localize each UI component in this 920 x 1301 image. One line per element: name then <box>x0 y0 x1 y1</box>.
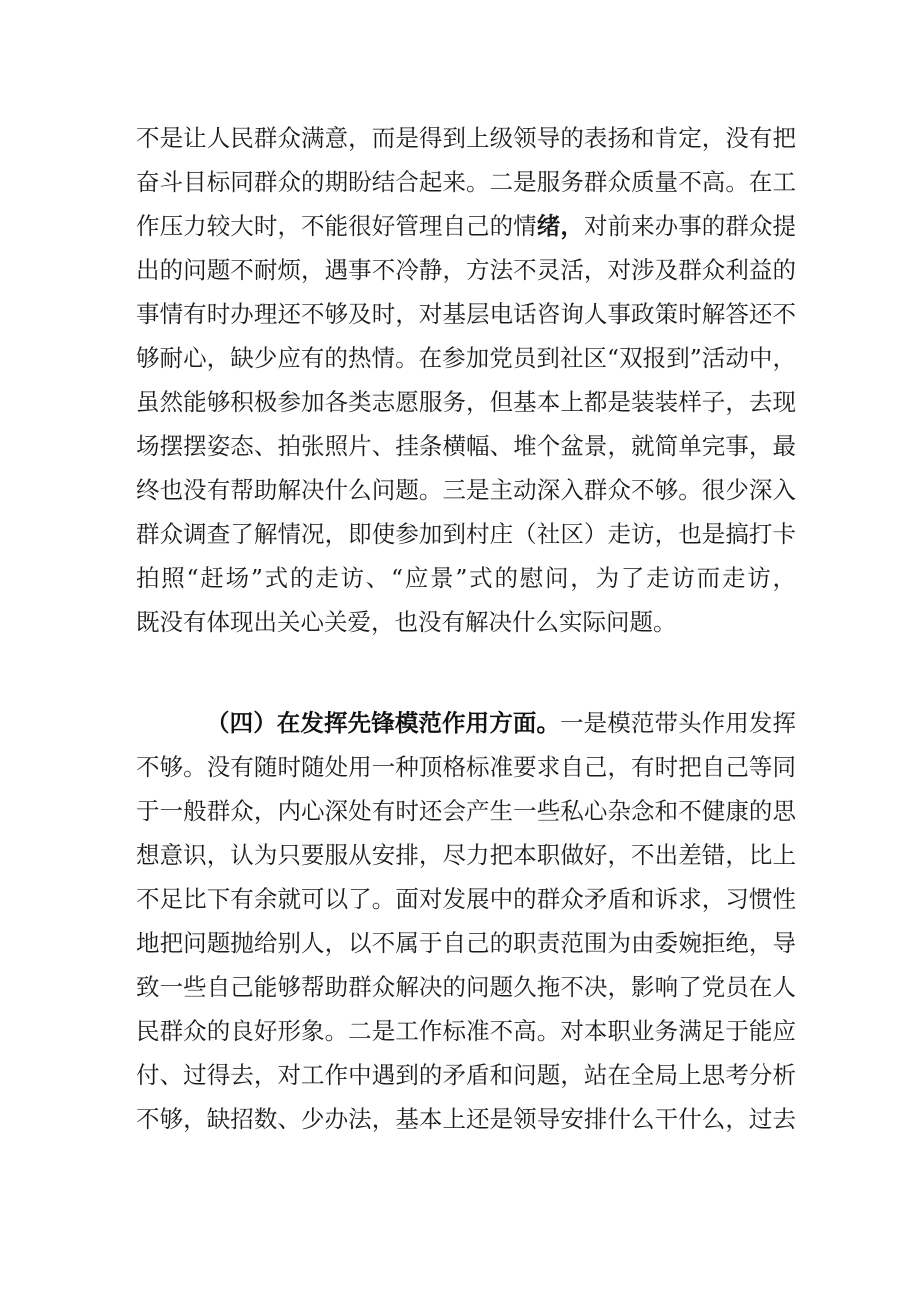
text-line: 民群众的良好形象。二是工作标准不高。对本职业务满足于能应 <box>136 1017 796 1045</box>
text-segment: 一是模范带头作用发挥 <box>560 709 796 737</box>
text-line: 不是让人民群众满意，而是得到上级领导的表扬和肯定，没有把 <box>136 124 796 152</box>
text-line: 想意识，认为只要服从安排，尽力把本职做好，不出差错，比上 <box>136 841 796 869</box>
text-line: 拍照“赶场”式的走访、“应景”式的慰问，为了走访而走访， <box>136 564 796 592</box>
text-segment: 对前来办事的群众提 <box>583 212 797 240</box>
text-line: 群众调查了解情况，即使参加到村庄（社区）走访，也是搞打卡 <box>136 520 796 548</box>
paragraph-service-quality <box>136 116 796 644</box>
text-line: 地把问题抛给别人，以不属于自己的职责范围为由委婉拒绝，导 <box>136 929 796 957</box>
text-line: 不够，缺招数、少办法，基本上还是领导安排什么干什么，过去 <box>136 1105 796 1133</box>
text-line: 终也没有帮助解决什么问题。三是主动深入群众不够。很少深入 <box>136 476 796 504</box>
text-segment: 作压力较大时，不能很好管理自己的情 <box>136 212 537 240</box>
text-line <box>136 701 796 745</box>
text-line: 致一些自己能够帮助群众解决的问题久拖不决，影响了党员在人 <box>136 973 796 1001</box>
text-line: 付、过得去，对工作中遇到的矛盾和问题，站在全局上思考分析 <box>136 1061 796 1089</box>
text-line: 场摆摆姿态、拍张照片、挂条横幅、堆个盆景，就简单完事，最 <box>136 432 796 460</box>
section-heading: （四）在发挥先锋模范作用方面。 <box>206 709 561 737</box>
text-line: 事情有时办理还不够及时，对基层电话咨询人事政策时解答还不 <box>136 300 796 328</box>
text-line: 虽然能够积极参加各类志愿服务，但基本上都是装装样子，去现 <box>136 388 796 416</box>
paragraph-vanguard-role <box>136 701 796 1141</box>
text-line <box>136 204 796 248</box>
text-line: 够耐心，缺少应有的热情。在参加党员到社区“双报到”活动中， <box>136 344 796 372</box>
emphasized-text: 绪， <box>536 212 584 240</box>
text-line: 出的问题不耐烦，遇事不冷静，方法不灵活，对涉及群众利益的 <box>136 256 796 284</box>
text-line: 于一般群众，内心深处有时还会产生一些私心杂念和不健康的思 <box>136 797 796 825</box>
text-line: 不足比下有余就可以了。面对发展中的群众矛盾和诉求，习惯性 <box>136 885 796 913</box>
text-line: 奋斗目标同群众的期盼结合起来。二是服务群众质量不高。在工 <box>136 168 796 196</box>
text-line: 既没有体现出关心关爱，也没有解决什么实际问题。 <box>136 608 677 636</box>
text-line: 不够。没有随时随处用一种顶格标准要求自己，有时把自己等同 <box>136 753 796 781</box>
